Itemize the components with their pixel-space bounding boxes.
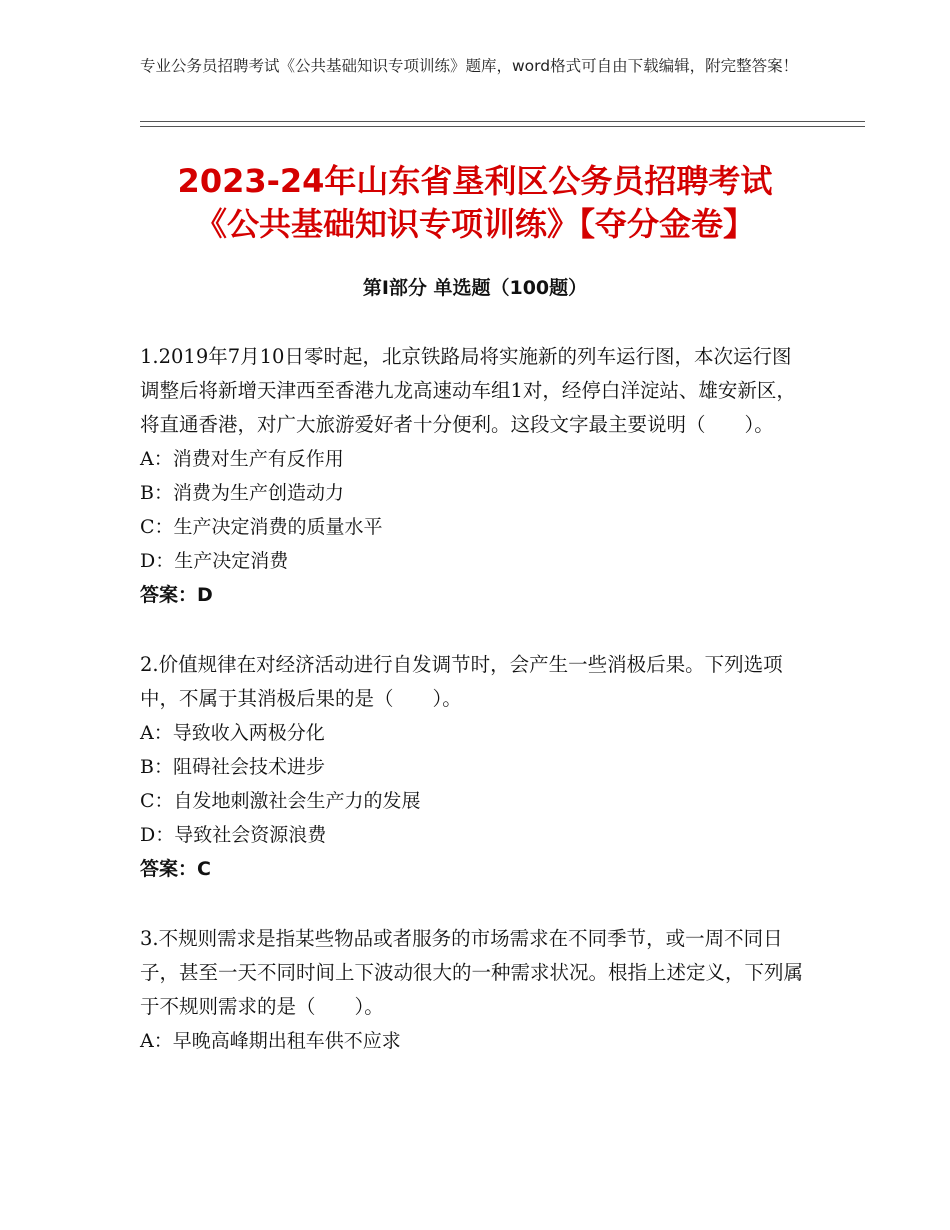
header-note: 专业公务员招聘考试《公共基础知识专项训练》题库，word格式可自由下载编辑，附完整答案！ xyxy=(140,57,799,75)
title-line-2: 《公共基础知识专项训练》【夺分金卷】 xyxy=(194,205,755,243)
option-d: D：生产决定消费 xyxy=(140,550,289,572)
question-stem: 3.不规则需求是指某些物品或者服务的市场需求在不同季节，或一周不同日子，甚至一天不同时间上下波动很大的一种需求状况。根指上述定义，下列属于不规则需求的是（ ）。 xyxy=(140,927,804,1018)
question-stem: 2.价值规律在对经济活动进行自发调节时，会产生一些消极后果。下列选项中，不属于其消极后果的是（ ）。 xyxy=(140,653,783,710)
option-d: D：导致社会资源浪费 xyxy=(140,824,327,846)
question-2 xyxy=(140,648,808,886)
question-stem: 1.2019年7月10日零时起，北京铁路局将实施新的列车运行图，本次运行图调整后将新增天津西至香港九龙高速动车组1对，经停白洋淀站、雄安新区，将直通香港，对广大旅游爱好者十分便利。这段文字最主要说明（ ）。 xyxy=(140,345,796,436)
option-b: B：消费为生产创造动力 xyxy=(140,482,344,504)
option-a: A：消费对生产有反作用 xyxy=(140,448,344,470)
question-3 xyxy=(140,922,808,1058)
option-a: A：导致收入两极分化 xyxy=(140,722,325,744)
header-rule-top xyxy=(140,121,865,122)
header-rule-bottom xyxy=(140,126,865,127)
document-title xyxy=(140,160,810,246)
answer: 答案：C xyxy=(140,858,211,880)
option-b: B：阻碍社会技术进步 xyxy=(140,756,325,778)
section-heading: 第Ⅰ部分 单选题（100题） xyxy=(362,277,588,299)
question-1 xyxy=(140,340,808,612)
option-a: A：早晚高峰期出租车供不应求 xyxy=(140,1030,401,1052)
title-line-1: 2023-24年山东省垦利区公务员招聘考试 xyxy=(177,162,773,200)
option-c: C：自发地刺激社会生产力的发展 xyxy=(140,790,421,812)
question-list xyxy=(140,340,808,1094)
option-c: C：生产决定消费的质量水平 xyxy=(140,516,383,538)
answer: 答案：D xyxy=(140,584,213,606)
